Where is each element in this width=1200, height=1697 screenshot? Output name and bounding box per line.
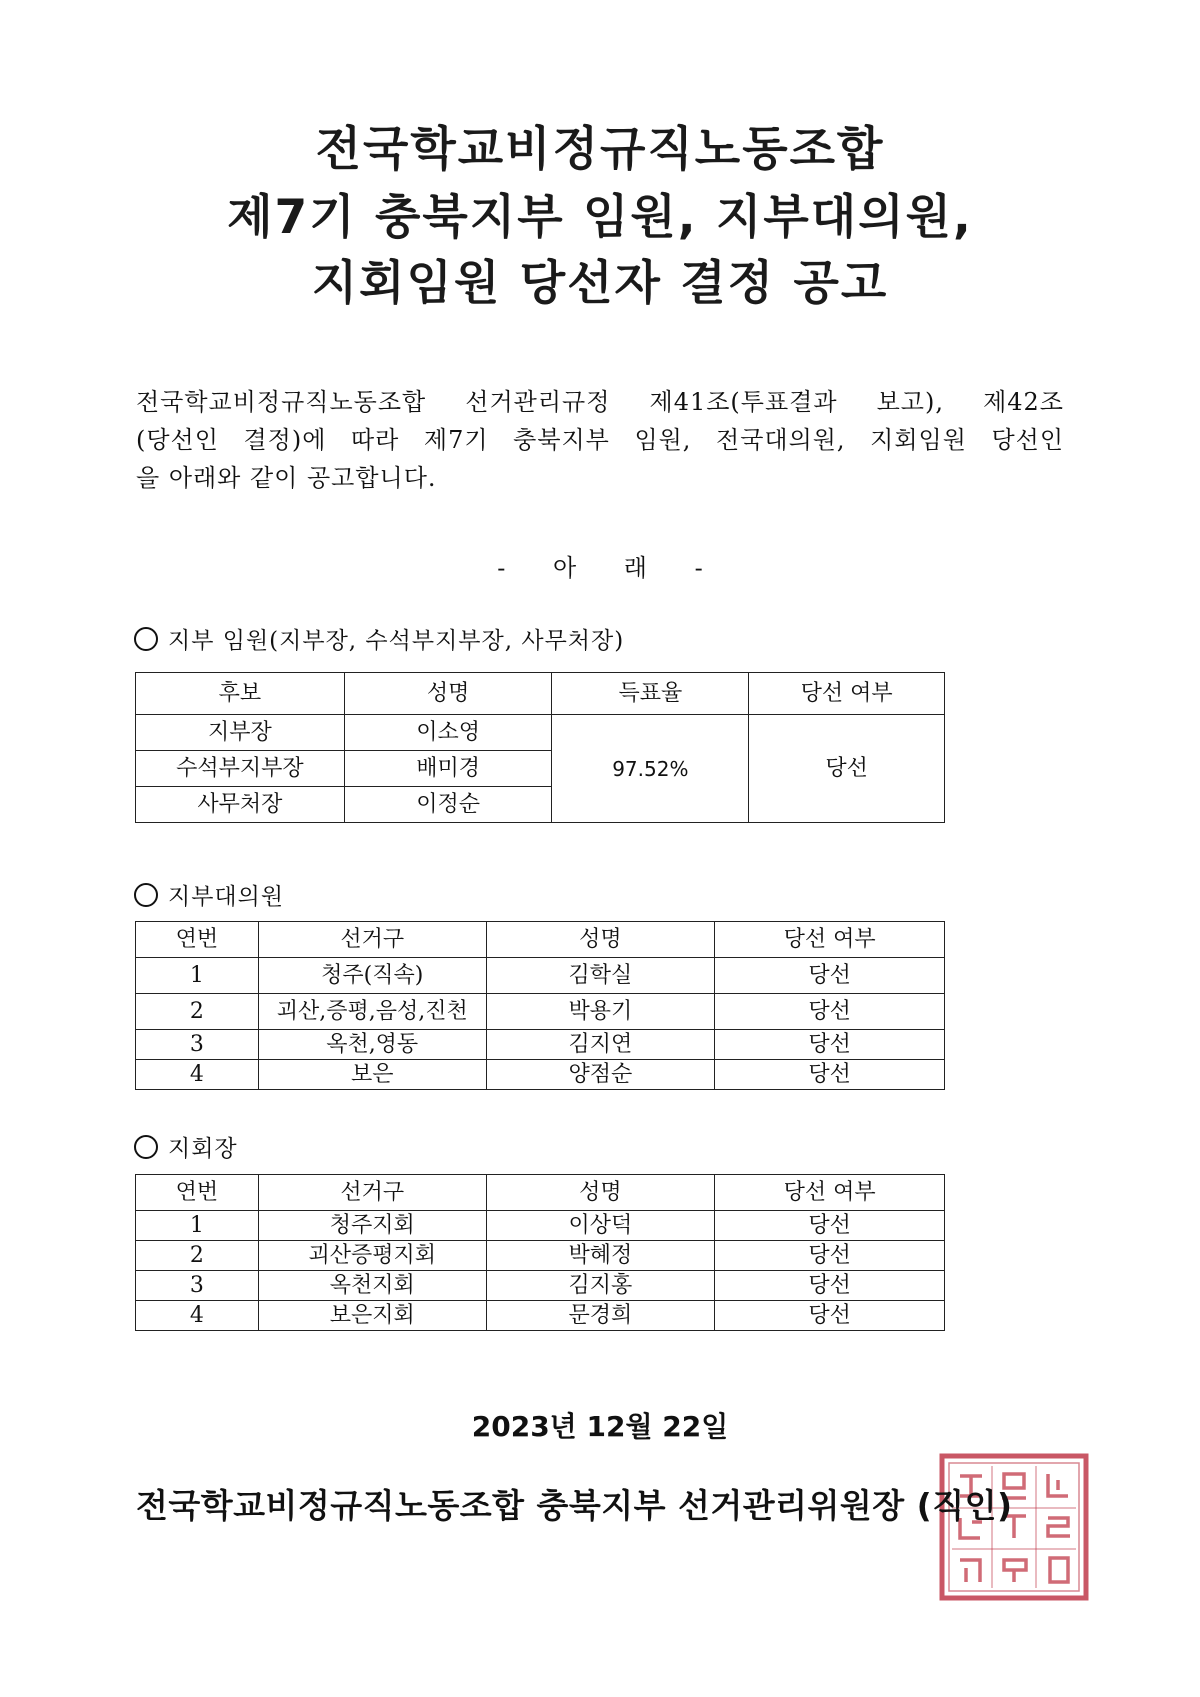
- officers-table: [135, 672, 945, 823]
- circle-bullet-icon: [134, 883, 158, 907]
- section-heading-text: 지부대의원: [168, 884, 285, 910]
- number-cell: 2: [136, 1241, 259, 1271]
- branch-chiefs-table: [135, 1174, 945, 1331]
- section-heading-officers: [134, 622, 624, 655]
- role-cell: 수석부지부장: [136, 751, 345, 787]
- column-header: 연번: [136, 922, 259, 958]
- intro-line: 을 아래와 같이 공고합니다.: [136, 464, 437, 492]
- intro-line: 전국학교비정규직노동조합 선거관리규정 제41조(투표결과 보고), 제42조: [136, 388, 1064, 416]
- title-line-1: 전국학교비정규직노동조합: [315, 122, 885, 177]
- column-header: 득표율: [552, 673, 749, 715]
- section-heading-delegates: [134, 878, 284, 911]
- table-row: [136, 1060, 945, 1090]
- column-header: 당선 여부: [749, 673, 945, 715]
- district-cell: 옥천지회: [258, 1271, 486, 1301]
- number-cell: 3: [136, 1271, 259, 1301]
- number-cell: 1: [136, 958, 259, 994]
- section-heading-text: 지회장: [168, 1136, 238, 1162]
- district-cell: 청주지회: [258, 1211, 486, 1241]
- table-row: [136, 715, 945, 751]
- district-cell: 괴산,증평,음성,진천: [258, 994, 486, 1030]
- column-header: 성명: [344, 673, 552, 715]
- section-heading-text: 지부 임원(지부장, 수석부지부장, 사무처장): [168, 628, 625, 654]
- table-row: [136, 958, 945, 994]
- number-cell: 4: [136, 1301, 259, 1331]
- column-header: 성명: [486, 922, 715, 958]
- district-cell: 보은지회: [258, 1301, 486, 1331]
- number-cell: 1: [136, 1211, 259, 1241]
- intro-line: (당선인 결정)에 따라 제7기 충북지부 임원, 전국대의원, 지회임원 당선인: [136, 426, 1064, 454]
- column-header: 성명: [486, 1175, 715, 1211]
- district-cell: 옥천,영동: [258, 1030, 486, 1060]
- name-cell: 김지홍: [486, 1271, 715, 1301]
- number-cell: 2: [136, 994, 259, 1030]
- column-header: 당선 여부: [715, 1175, 945, 1211]
- table-header-row: [136, 922, 945, 958]
- district-cell: 괴산증평지회: [258, 1241, 486, 1271]
- table-row: [136, 1241, 945, 1271]
- result-cell: 당선: [715, 1301, 945, 1331]
- title-line-3: 지회임원 당선자 결정 공고: [311, 256, 889, 311]
- official-seal-icon: [938, 1452, 1090, 1602]
- result-cell: 당선: [715, 958, 945, 994]
- result-cell: 당선: [715, 1271, 945, 1301]
- result-cell: 당선: [715, 1241, 945, 1271]
- role-cell: 지부장: [136, 715, 345, 751]
- circle-bullet-icon: [134, 627, 158, 651]
- table-row: [136, 1271, 945, 1301]
- name-cell: 이정순: [344, 787, 552, 823]
- title-line-2: 제7기 충북지부 임원, 지부대의원,: [227, 190, 973, 245]
- column-header: 당선 여부: [715, 922, 945, 958]
- number-cell: 4: [136, 1060, 259, 1090]
- name-cell: 양점순: [486, 1060, 715, 1090]
- circle-bullet-icon: [134, 1135, 158, 1159]
- district-cell: 보은: [258, 1060, 486, 1090]
- result-cell: 당선: [749, 715, 945, 823]
- number-cell: 3: [136, 1030, 259, 1060]
- column-header: 선거구: [258, 1175, 486, 1211]
- role-cell: 사무처장: [136, 787, 345, 823]
- intro-paragraph: [136, 383, 1064, 497]
- name-cell: 문경희: [486, 1301, 715, 1331]
- result-cell: 당선: [715, 1030, 945, 1060]
- name-cell: 이상덕: [486, 1211, 715, 1241]
- vote-rate-cell: 97.52%: [552, 715, 749, 823]
- district-cell: 청주(직속): [258, 958, 486, 994]
- name-cell: 배미경: [344, 751, 552, 787]
- column-header: 후보: [136, 673, 345, 715]
- result-cell: 당선: [715, 1211, 945, 1241]
- table-header-row: [136, 673, 945, 715]
- table-row: [136, 1301, 945, 1331]
- table-header-row: [136, 1175, 945, 1211]
- name-cell: 이소영: [344, 715, 552, 751]
- column-header: 선거구: [258, 922, 486, 958]
- below-marker: - 아 래 -: [497, 554, 703, 582]
- name-cell: 박혜정: [486, 1241, 715, 1271]
- signer-line: 전국학교비정규직노동조합 충북지부 선거관리위원장 (직인): [136, 1486, 1013, 1525]
- section-heading-branch-chiefs: [134, 1130, 238, 1163]
- name-cell: 김지연: [486, 1030, 715, 1060]
- delegates-table: [135, 921, 945, 1090]
- table-row: [136, 994, 945, 1030]
- column-header: 연번: [136, 1175, 259, 1211]
- announcement-date: 2023년 12월 22일: [471, 1410, 729, 1443]
- result-cell: 당선: [715, 994, 945, 1030]
- result-cell: 당선: [715, 1060, 945, 1090]
- name-cell: 박용기: [486, 994, 715, 1030]
- name-cell: 김학실: [486, 958, 715, 994]
- table-row: [136, 1211, 945, 1241]
- table-row: [136, 1030, 945, 1060]
